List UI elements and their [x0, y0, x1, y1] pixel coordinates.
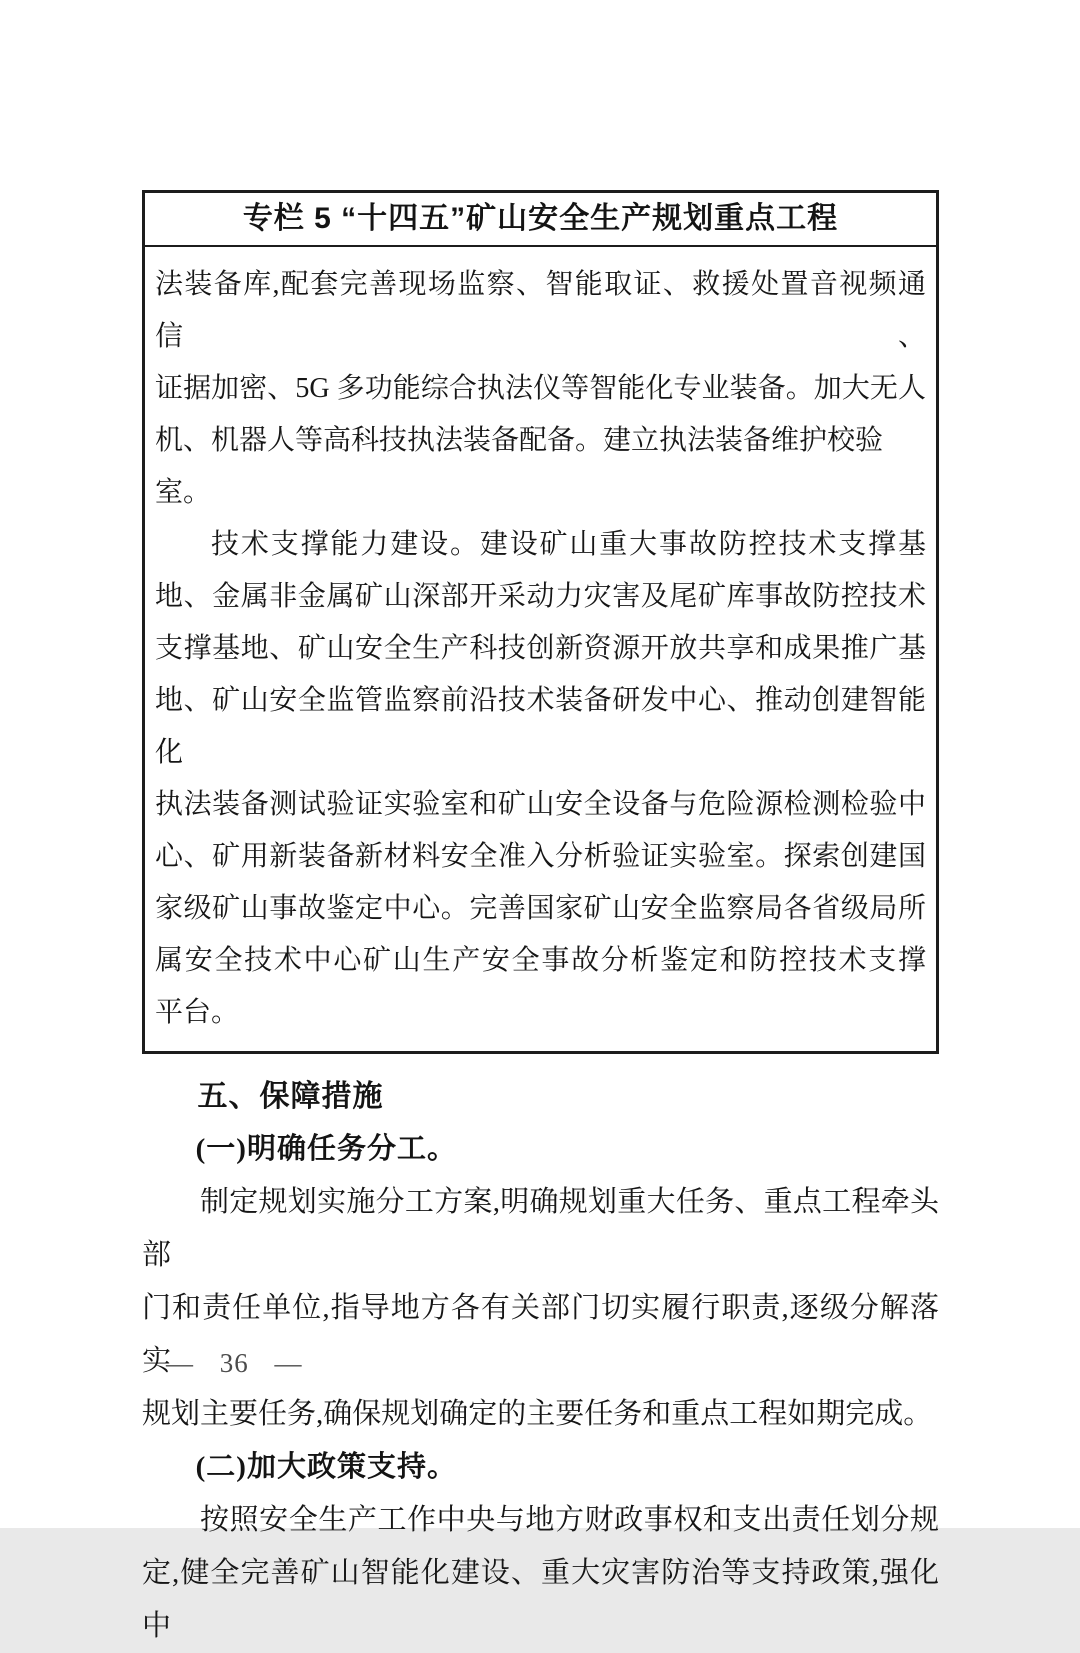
panel-body-line: 心、矿用新装备新材料安全准入分析验证实验室。探索创建国	[155, 841, 926, 872]
panel-body-line: 平台。	[155, 997, 240, 1028]
content-column	[142, 190, 939, 1653]
paragraph-line: 规划主要任务,确保规划确定的主要任务和重点工程如期完成。	[142, 1398, 933, 1430]
panel-title: 专栏 5 “十四五”矿山安全生产规划重点工程	[145, 193, 936, 247]
panel-body-line: 技术支撑能力建设。建设矿山重大事故防控技术支撑基	[211, 529, 926, 560]
panel-body	[145, 247, 936, 1051]
subsection-heading-1: (一)明确任务分工。	[195, 1133, 457, 1165]
panel-body-line: 地、矿山安全监管监察前沿技术装备研发中心、推动创建智能化	[155, 685, 926, 768]
panel-body-line: 法装备库,配套完善现场监察、智能取证、救援处置音视频通信、	[155, 269, 926, 352]
panel-body-line: 执法装备测试验证实验室和矿山安全设备与危险源检测检验中	[155, 789, 926, 820]
paragraph-line: 按照安全生产工作中央与地方财政事权和支出责任划分规	[200, 1504, 939, 1536]
subsection-heading-2: (二)加大政策支持。	[195, 1451, 457, 1483]
panel-body-line: 地、金属非金属矿山深部开采动力灾害及尾矿库事故防控技术	[155, 581, 926, 612]
paragraph-line: 制定规划实施分工方案,明确规划重大任务、重点工程牵头部	[142, 1186, 939, 1271]
panel-body-line: 支撑基地、矿山安全生产科技创新资源开放共享和成果推广基	[155, 633, 926, 664]
panel-body-line: 机、机器人等高科技执法装备配备。建立执法装备维护校验室。	[155, 425, 884, 508]
paragraph-line: 定,健全完善矿山智能化建设、重大灾害防治等支持政策,强化中	[142, 1557, 939, 1642]
highlight-panel	[142, 190, 939, 1054]
panel-body-line: 证据加密、5G 多功能综合执法仪等智能化专业装备。加大无人	[155, 373, 926, 404]
page-number: — 36 —	[166, 1348, 303, 1378]
section-heading: 五、保障措施	[197, 1080, 384, 1113]
panel-body-line: 属安全技术中心矿山生产安全事故分析鉴定和防控技术支撑	[155, 945, 926, 976]
panel-body-line: 家级矿山事故鉴定中心。完善国家矿山安全监察局各省级局所	[155, 893, 926, 924]
paragraph-line: 门和责任单位,指导地方各有关部门切实履行职责,逐级分解落实	[142, 1292, 939, 1377]
